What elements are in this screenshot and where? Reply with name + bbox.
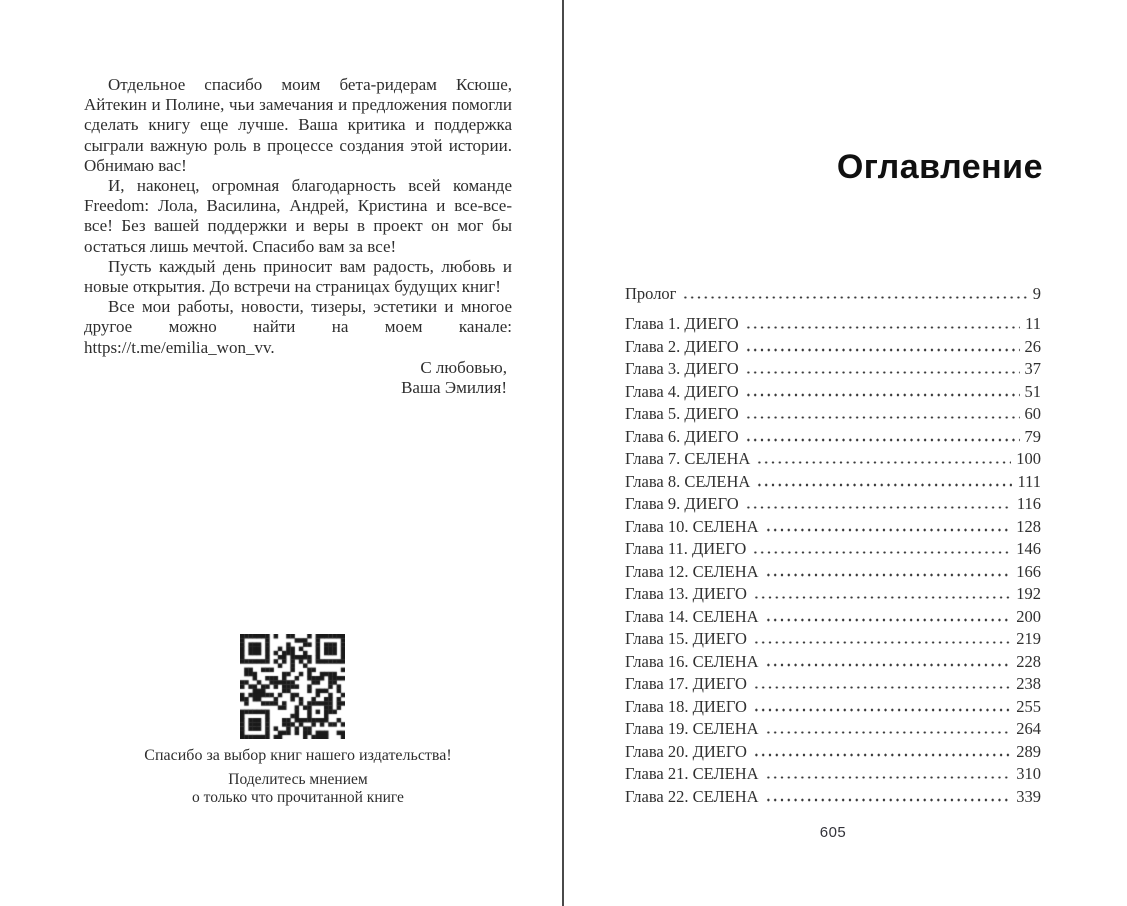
page-number: 605: [819, 824, 847, 841]
dot-leader: [752, 551, 1011, 555]
left-page: [0, 0, 562, 906]
toc-entry-label: Пролог: [625, 284, 677, 303]
toc-entry: [625, 284, 1041, 307]
toc-entry: [625, 539, 1041, 562]
publisher-footer: [84, 747, 512, 806]
footer-line: Спасибо за выбор книг нашего издательства!: [144, 747, 452, 764]
toc-entry-page: 339: [1016, 786, 1041, 806]
toc-entry: [625, 517, 1041, 540]
toc-entry-label: Глава 22. СЕЛЕНА: [625, 786, 759, 806]
toc-entry: [625, 314, 1041, 337]
toc-entry-page: 116: [1016, 494, 1041, 513]
toc-entry: [625, 764, 1041, 787]
toc-entry-label: Глава 12. СЕЛЕНА: [625, 561, 759, 581]
toc-entry-label: Глава 14. СЕЛЕНА: [625, 606, 759, 626]
dot-leader: [765, 731, 1012, 735]
paragraphs-container: [84, 75, 512, 358]
toc-entry-page: 128: [1016, 516, 1041, 536]
toc-entry-label: Глава 7. СЕЛЕНА: [625, 449, 751, 468]
toc-entry-label: Глава 4. ДИЕГО: [625, 381, 739, 401]
toc-entry-label: Глава 10. СЕЛЕНА: [625, 516, 759, 536]
right-page: [564, 0, 1127, 906]
toc-entry: [625, 607, 1041, 630]
toc-entry-page: 255: [1016, 696, 1041, 716]
signoff-line: Ваша Эмилия!: [401, 378, 507, 398]
toc-entry: [625, 719, 1041, 742]
toc-entry-page: 100: [1016, 449, 1041, 468]
dot-leader: [753, 708, 1011, 712]
dot-leader: [745, 393, 1020, 397]
toc-list: [625, 284, 1041, 809]
toc-entry-page: 264: [1016, 719, 1041, 738]
paragraph: Пусть каждый день приносит вам радость, любовь и новые открытия. До встречи на страницах будущих книг!: [84, 256, 512, 297]
dot-leader: [682, 296, 1027, 300]
toc-entry: [625, 584, 1041, 607]
toc-entry-page: 51: [1024, 381, 1041, 401]
toc-entry: [625, 359, 1041, 382]
toc-entry-page: 26: [1024, 336, 1041, 356]
toc-entry-label: Глава 18. ДИЕГО: [625, 696, 747, 716]
toc-entry-label: Глава 1. ДИЕГО: [625, 314, 739, 333]
toc-entry-page: 192: [1016, 584, 1041, 603]
toc-entry-page: 9: [1032, 284, 1041, 303]
paragraph: Все мои работы, новости, тизеры, эстетики и многое другое можно найти на моем канале: https://t.me/emilia_won_vv.: [84, 297, 512, 357]
dot-leader: [753, 641, 1011, 645]
toc-entry: [625, 652, 1041, 675]
dot-leader: [765, 776, 1012, 780]
toc-entry-page: 310: [1016, 764, 1041, 783]
dot-leader: [745, 416, 1020, 420]
dot-leader: [756, 483, 1012, 487]
dot-leader: [756, 461, 1011, 465]
toc-entry-page: 228: [1016, 651, 1041, 671]
signoff-line: С любовью,: [420, 357, 507, 377]
dot-leader: [745, 348, 1020, 352]
toc-entry-page: 37: [1024, 359, 1041, 378]
toc-entry-label: Глава 13. ДИЕГО: [625, 584, 747, 603]
acknowledgments-text: [84, 75, 512, 398]
toc-entry-label: Глава 5. ДИЕГО: [625, 404, 739, 423]
toc-entry: [625, 742, 1041, 765]
toc-entry-page: 146: [1016, 539, 1041, 558]
toc-entry-page: 238: [1016, 674, 1041, 693]
signoff: [84, 358, 512, 398]
dot-leader: [745, 326, 1020, 330]
toc-entry: [625, 404, 1041, 427]
dot-leader: [745, 371, 1020, 375]
toc-entry-page: 289: [1016, 741, 1041, 761]
toc-entry-label: Глава 11. ДИЕГО: [625, 539, 747, 558]
toc-entry-label: Глава 16. СЕЛЕНА: [625, 651, 759, 671]
toc-entry: [625, 674, 1041, 697]
dot-leader: [753, 596, 1011, 600]
toc-entry-page: 11: [1025, 314, 1041, 333]
toc-entry-label: Глава 20. ДИЕГО: [625, 741, 747, 761]
toc-entry-label: Глава 19. СЕЛЕНА: [625, 719, 759, 738]
toc-entry: [625, 337, 1041, 360]
toc-entry-label: Глава 17. ДИЕГО: [625, 674, 747, 693]
toc-entry-label: Глава 3. ДИЕГО: [625, 359, 739, 378]
toc-entry-page: 111: [1017, 471, 1041, 491]
toc-entry: [625, 562, 1041, 585]
toc-entry-label: Глава 6. ДИЕГО: [625, 426, 739, 446]
toc-entry: [625, 382, 1041, 405]
toc-entry-label: Глава 21. СЕЛЕНА: [625, 764, 759, 783]
dot-leader: [765, 573, 1012, 577]
toc-entry-label: Глава 8. СЕЛЕНА: [625, 471, 751, 491]
toc-title: Оглавление: [836, 148, 1043, 186]
toc-entry-label: Глава 2. ДИЕГО: [625, 336, 739, 356]
dot-leader: [753, 686, 1011, 690]
toc-entry-page: 166: [1016, 561, 1041, 581]
toc-entry-page: 60: [1024, 404, 1041, 423]
footer-line: Поделитесь мнением: [228, 771, 368, 788]
dot-leader: [745, 506, 1012, 510]
paragraph: И, наконец, огромная благодарность всей команде Freedom: Лола, Василина, Андрей, Кристина и все-все-все! Без вашей поддержки и веры в проект он мог бы остаться лишь мечтой. Спасибо вам за все!: [84, 176, 512, 256]
toc-entry: [625, 427, 1041, 450]
toc-entry-page: 219: [1016, 629, 1041, 648]
dot-leader: [745, 438, 1020, 442]
dot-leader: [765, 528, 1012, 532]
dot-leader: [765, 618, 1012, 622]
footer-line: о только что прочитанной книге: [192, 788, 404, 806]
qr-code-icon: [240, 634, 345, 739]
toc-entry-page: 200: [1016, 606, 1041, 626]
toc-entry-label: Глава 15. ДИЕГО: [625, 629, 747, 648]
dot-leader: [765, 798, 1012, 802]
toc-entry: [625, 472, 1041, 495]
toc-entry: [625, 629, 1041, 652]
dot-leader: [753, 753, 1011, 757]
toc-entry: [625, 697, 1041, 720]
toc-entry: [625, 494, 1041, 517]
toc-entry-page: 79: [1024, 426, 1041, 446]
paragraph: Отдельное спасибо моим бета-ридерам Ксюше, Айтекин и Полине, чьи замечания и предложения помогли сделать книгу еще лучше. Ваша критика и поддержка сыграли важную роль в процессе создания этой истории. Обнимаю вас!: [84, 75, 512, 175]
toc-entry: [625, 787, 1041, 810]
dot-leader: [765, 663, 1012, 667]
toc-entry-label: Глава 9. ДИЕГО: [625, 494, 739, 513]
toc-entry: [625, 449, 1041, 472]
